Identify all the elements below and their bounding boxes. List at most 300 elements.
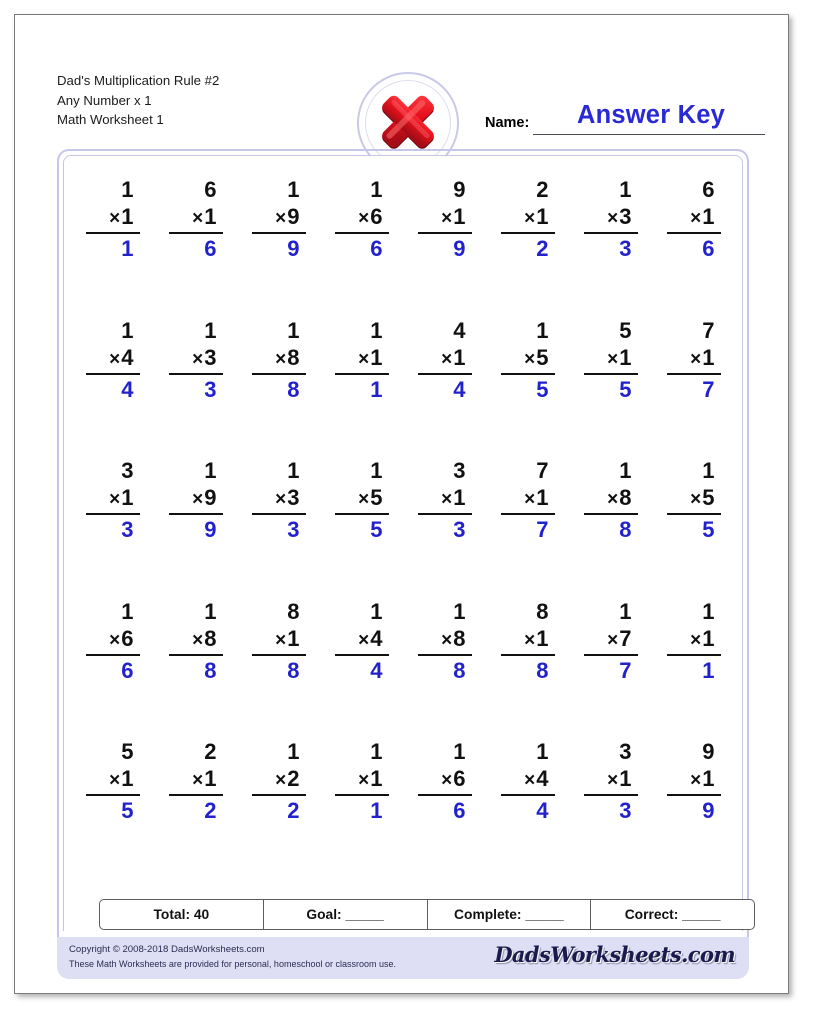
problem-stack — [86, 318, 140, 405]
multiply-operator-icon: × — [275, 348, 287, 370]
problem-stack — [252, 318, 306, 405]
problem — [320, 318, 403, 459]
multiply-operator-icon: × — [192, 348, 204, 370]
problem — [652, 739, 735, 880]
operand-bottom: 8 — [453, 625, 466, 651]
answer-value: 5 — [536, 376, 549, 402]
name-field-block — [485, 101, 765, 143]
multiply-operator-icon: × — [441, 629, 453, 651]
answer-value: 6 — [453, 798, 466, 823]
problem — [486, 739, 569, 880]
problem-stack — [86, 177, 140, 264]
score-box: Total: 40 — [99, 899, 263, 930]
multiply-operator-icon: × — [358, 348, 370, 370]
multiply-operator-icon: × — [524, 629, 536, 651]
multiply-operator-icon: × — [358, 208, 370, 229]
multiply-operator-icon: × — [441, 489, 453, 510]
operand-top: 7 — [702, 317, 715, 343]
multiply-operator-icon: × — [690, 629, 702, 651]
multiply-operator-icon: × — [192, 489, 204, 510]
operand-bottom: 9 — [204, 485, 217, 510]
operand-bottom-row — [418, 344, 472, 372]
operand-top: 8 — [536, 598, 549, 624]
problem-stack — [86, 739, 140, 826]
problem — [237, 177, 320, 318]
score-box: Correct: _____ — [590, 899, 755, 930]
answer-value: 3 — [204, 376, 217, 402]
operand-bottom: 8 — [287, 344, 300, 370]
operand-top: 1 — [536, 739, 549, 764]
operand-top: 9 — [702, 739, 715, 764]
problem — [320, 599, 403, 740]
operand-bottom: 1 — [204, 204, 217, 229]
operand-top: 2 — [536, 177, 549, 202]
problem — [154, 739, 237, 880]
operand-bottom: 1 — [121, 204, 134, 229]
operand-bottom-row — [667, 344, 721, 372]
answer-value: 9 — [287, 236, 300, 261]
answer-value: 8 — [287, 376, 300, 402]
answer-value: 7 — [536, 517, 549, 542]
problem — [652, 318, 735, 459]
name-underline — [533, 134, 765, 135]
multiply-operator-icon: × — [192, 770, 204, 791]
problem — [320, 458, 403, 599]
operand-bottom: 6 — [121, 625, 134, 651]
problem-stack — [252, 739, 306, 826]
score-box: Complete: _____ — [427, 899, 591, 930]
operand-top: 5 — [121, 739, 134, 764]
problem — [71, 458, 154, 599]
operand-top: 1 — [121, 317, 134, 343]
multiply-operator-icon: × — [358, 629, 370, 651]
operand-bottom-row — [501, 765, 555, 793]
worksheet-title: Dad's Multiplication Rule #2 — [57, 73, 220, 88]
problem — [237, 739, 320, 880]
problem — [486, 599, 569, 740]
multiply-operator-icon: × — [441, 770, 453, 791]
operand-bottom-row — [418, 484, 472, 512]
operand-top: 9 — [453, 177, 466, 202]
operand-top: 3 — [619, 739, 632, 764]
worksheet-page — [14, 14, 789, 994]
answer-value: 4 — [453, 376, 466, 402]
operand-bottom-row — [169, 765, 223, 793]
problem — [569, 739, 652, 880]
operand-bottom: 1 — [536, 485, 549, 510]
multiply-operator-icon: × — [275, 489, 287, 510]
multiply-operator-icon: × — [192, 208, 204, 229]
worksheet-subtitle: Any Number x 1 — [57, 92, 152, 108]
problem-stack — [252, 599, 306, 686]
usage-text: These Math Worksheets are provided for personal, homeschool or classroom use. — [69, 959, 396, 969]
operand-top: 1 — [370, 739, 383, 764]
problem-stack — [584, 599, 638, 686]
answer-value: 8 — [287, 657, 300, 683]
operand-bottom: 4 — [121, 344, 134, 370]
problem-stack — [501, 458, 555, 545]
operand-top: 3 — [453, 458, 466, 483]
problem-stack — [86, 458, 140, 545]
problem — [569, 458, 652, 599]
problem-stack — [501, 739, 555, 826]
operand-top: 8 — [287, 598, 300, 624]
multiply-operator-icon: × — [524, 208, 536, 229]
multiply-operator-icon: × — [690, 348, 702, 370]
multiply-operator-icon: × — [607, 489, 619, 510]
operand-bottom-row — [252, 484, 306, 512]
operand-bottom: 8 — [204, 625, 217, 651]
operand-top: 1 — [619, 458, 632, 483]
operand-bottom: 7 — [619, 625, 632, 651]
problem — [652, 458, 735, 599]
operand-top: 1 — [121, 177, 134, 202]
problem — [237, 599, 320, 740]
answer-value: 3 — [287, 517, 300, 542]
operand-bottom: 1 — [702, 344, 715, 370]
problem-stack — [335, 177, 389, 264]
operand-bottom-row — [252, 765, 306, 793]
operand-bottom: 3 — [287, 485, 300, 510]
problem — [154, 458, 237, 599]
operand-bottom-row — [501, 344, 555, 372]
problem-stack — [418, 739, 472, 826]
operand-top: 1 — [619, 177, 632, 202]
answer-value: 4 — [370, 657, 383, 683]
answer-value: 1 — [370, 798, 383, 823]
problem-stack — [667, 458, 721, 545]
answer-value: 8 — [453, 657, 466, 683]
operand-bottom-row — [335, 625, 389, 653]
multiply-operator-icon: × — [358, 489, 370, 510]
problem-stack — [169, 177, 223, 264]
problem-stack — [667, 318, 721, 405]
worksheet-header — [15, 15, 788, 147]
operand-bottom: 1 — [453, 344, 466, 370]
operand-bottom-row — [335, 344, 389, 372]
answer-value: 5 — [702, 517, 715, 542]
operand-bottom: 6 — [370, 204, 383, 229]
problem-stack — [169, 458, 223, 545]
problem-stack — [584, 739, 638, 826]
operand-bottom: 3 — [204, 344, 217, 370]
operand-top: 1 — [453, 598, 466, 624]
operand-bottom-row — [335, 765, 389, 793]
answer-value: 5 — [121, 798, 134, 823]
problem — [320, 177, 403, 318]
operand-top: 1 — [121, 598, 134, 624]
answer-value: 2 — [536, 236, 549, 261]
problem-stack — [335, 458, 389, 545]
operand-top: 1 — [702, 598, 715, 624]
answer-value: 3 — [453, 517, 466, 542]
operand-bottom: 1 — [287, 625, 300, 651]
problem — [71, 599, 154, 740]
operand-bottom: 4 — [370, 625, 383, 651]
answer-value: 6 — [370, 236, 383, 261]
answer-value: 2 — [287, 798, 300, 823]
name-label: Name: — [485, 115, 530, 131]
operand-bottom-row — [169, 625, 223, 653]
problem — [486, 458, 569, 599]
problem — [237, 458, 320, 599]
operand-bottom-row — [418, 765, 472, 793]
operand-bottom-row — [501, 203, 555, 231]
operand-bottom-row — [252, 344, 306, 372]
operand-bottom-row — [667, 765, 721, 793]
operand-bottom: 1 — [453, 485, 466, 510]
operand-top: 1 — [287, 739, 300, 764]
multiply-operator-icon: × — [607, 770, 619, 791]
operand-bottom: 1 — [204, 766, 217, 791]
answer-value: 8 — [619, 517, 632, 542]
operand-bottom-row — [335, 203, 389, 231]
operand-bottom-row — [584, 765, 638, 793]
problem-stack — [335, 318, 389, 405]
operand-bottom: 6 — [453, 766, 466, 791]
operand-bottom: 9 — [287, 204, 300, 229]
operand-bottom: 1 — [702, 204, 715, 229]
operand-bottom: 1 — [121, 485, 134, 510]
operand-top: 1 — [204, 458, 217, 483]
problem-stack — [667, 599, 721, 686]
problem-grid — [71, 177, 735, 880]
operand-bottom: 1 — [702, 625, 715, 651]
answer-value: 3 — [121, 517, 134, 542]
operand-bottom-row — [584, 203, 638, 231]
problem — [320, 739, 403, 880]
multiply-operator-icon: × — [109, 208, 121, 229]
problem — [71, 739, 154, 880]
operand-top: 1 — [453, 739, 466, 764]
problem-stack — [86, 599, 140, 686]
multiply-operator-icon: × — [524, 348, 536, 370]
operand-bottom-row — [418, 625, 472, 653]
answer-value: 6 — [204, 236, 217, 261]
problem-stack — [418, 177, 472, 264]
operand-bottom: 1 — [453, 204, 466, 229]
operand-bottom-row — [86, 203, 140, 231]
operand-bottom-row — [667, 203, 721, 231]
operand-top: 1 — [370, 458, 383, 483]
problem-stack — [335, 739, 389, 826]
operand-bottom-row — [252, 203, 306, 231]
problem-stack — [418, 318, 472, 405]
operand-bottom: 4 — [536, 766, 549, 791]
operand-top: 1 — [287, 458, 300, 483]
problem-stack — [418, 599, 472, 686]
operand-bottom: 1 — [702, 766, 715, 791]
worksheet-sheet-number: Math Worksheet 1 — [57, 112, 164, 127]
operand-bottom: 5 — [536, 344, 549, 370]
answer-value: 9 — [204, 517, 217, 542]
problem-stack — [501, 599, 555, 686]
operand-top: 7 — [536, 458, 549, 483]
answer-value: 8 — [536, 657, 549, 683]
problem-stack — [169, 599, 223, 686]
operand-top: 1 — [287, 177, 300, 202]
multiply-operator-icon: × — [109, 629, 121, 651]
problem — [403, 739, 486, 880]
operand-top: 6 — [204, 177, 217, 202]
problem — [403, 177, 486, 318]
operand-bottom: 1 — [370, 766, 383, 791]
operand-bottom: 1 — [619, 344, 632, 370]
problem-stack — [501, 177, 555, 264]
operand-top: 1 — [370, 598, 383, 624]
site-logo: DadsWorksheets.com — [494, 942, 735, 967]
operand-bottom: 5 — [702, 485, 715, 510]
operand-top: 1 — [370, 177, 383, 202]
multiply-operator-icon: × — [109, 348, 121, 370]
name-value: Answer Key — [577, 101, 725, 129]
operand-bottom-row — [584, 625, 638, 653]
operand-top: 1 — [204, 317, 217, 343]
multiply-operator-icon: × — [690, 489, 702, 510]
operand-bottom-row — [86, 765, 140, 793]
copyright-block — [69, 943, 396, 971]
multiply-operator-icon: × — [441, 208, 453, 229]
operand-bottom-row — [86, 344, 140, 372]
answer-value: 3 — [619, 798, 632, 823]
problem — [569, 599, 652, 740]
answer-value: 9 — [453, 236, 466, 261]
problem — [486, 177, 569, 318]
problem — [403, 599, 486, 740]
operand-top: 2 — [204, 739, 217, 764]
answer-value: 7 — [702, 376, 715, 402]
problem — [403, 318, 486, 459]
operand-top: 6 — [702, 177, 715, 202]
multiply-operator-icon: × — [690, 770, 702, 791]
problem-stack — [169, 739, 223, 826]
problem — [71, 318, 154, 459]
problem — [569, 318, 652, 459]
problem-stack — [584, 458, 638, 545]
operand-bottom: 8 — [619, 485, 632, 510]
operand-bottom-row — [418, 203, 472, 231]
multiply-operator-icon: × — [275, 629, 287, 651]
multiply-operator-icon: × — [275, 208, 287, 229]
copyright-text: Copyright © 2008-2018 DadsWorksheets.com — [69, 944, 265, 955]
answer-value: 4 — [536, 798, 549, 823]
operand-bottom-row — [501, 625, 555, 653]
operand-bottom-row — [501, 484, 555, 512]
operand-bottom-row — [86, 484, 140, 512]
score-row — [99, 899, 755, 930]
problem — [486, 318, 569, 459]
problem — [569, 177, 652, 318]
operand-bottom-row — [252, 625, 306, 653]
operand-bottom: 1 — [370, 344, 383, 370]
multiply-operator-icon: × — [358, 770, 370, 791]
operand-top: 4 — [453, 317, 466, 343]
operand-top: 3 — [121, 458, 134, 483]
problem-stack — [252, 458, 306, 545]
operand-bottom: 1 — [536, 204, 549, 229]
answer-value: 5 — [619, 376, 632, 402]
answer-value: 9 — [702, 798, 715, 823]
operand-top: 1 — [204, 598, 217, 624]
operand-top: 1 — [536, 317, 549, 343]
problem — [71, 177, 154, 318]
score-box: Goal: _____ — [263, 899, 427, 930]
multiply-operator-icon: × — [607, 629, 619, 651]
problem-stack — [335, 599, 389, 686]
multiply-operator-icon: × — [109, 489, 121, 510]
answer-value: 2 — [204, 798, 217, 823]
operand-bottom: 2 — [287, 766, 300, 791]
problem-stack — [418, 458, 472, 545]
multiply-operator-icon: × — [441, 348, 453, 370]
operand-top: 1 — [370, 317, 383, 343]
problem-stack — [169, 318, 223, 405]
operand-bottom-row — [86, 625, 140, 653]
answer-value: 4 — [121, 376, 134, 402]
problem — [403, 458, 486, 599]
operand-bottom-row — [584, 484, 638, 512]
operand-bottom: 1 — [121, 766, 134, 791]
problem-stack — [584, 318, 638, 405]
answer-value: 1 — [702, 657, 715, 683]
multiply-operator-icon: × — [192, 629, 204, 651]
multiply-operator-icon: × — [607, 208, 619, 229]
operand-top: 1 — [702, 458, 715, 483]
answer-value: 3 — [619, 236, 632, 261]
operand-bottom-row — [667, 484, 721, 512]
operand-bottom-row — [667, 625, 721, 653]
operand-bottom-row — [169, 203, 223, 231]
problem — [237, 318, 320, 459]
problem — [154, 599, 237, 740]
problem — [154, 177, 237, 318]
multiply-operator-icon: × — [275, 770, 287, 791]
problem-stack — [667, 177, 721, 264]
answer-value: 1 — [370, 376, 383, 402]
operand-bottom-row — [335, 484, 389, 512]
multiply-operator-icon: × — [524, 770, 536, 791]
multiply-operator-icon: × — [607, 348, 619, 370]
operand-bottom-row — [584, 344, 638, 372]
problem-stack — [252, 177, 306, 264]
answer-value: 8 — [204, 657, 217, 683]
operand-bottom: 1 — [536, 625, 549, 651]
operand-bottom: 1 — [619, 766, 632, 791]
problem-stack — [501, 318, 555, 405]
answer-value: 7 — [619, 657, 632, 683]
multiply-operator-icon: × — [524, 489, 536, 510]
worksheet-title-block — [57, 71, 219, 130]
operand-top: 1 — [619, 598, 632, 624]
operand-top: 5 — [619, 317, 632, 343]
problem — [652, 599, 735, 740]
answer-value: 5 — [370, 517, 383, 542]
operand-top: 1 — [287, 317, 300, 343]
problem — [154, 318, 237, 459]
answer-value: 6 — [702, 236, 715, 261]
problem-stack — [584, 177, 638, 264]
problem-stack — [667, 739, 721, 826]
answer-value: 6 — [121, 657, 134, 683]
multiply-operator-icon: × — [109, 770, 121, 791]
operand-bottom-row — [169, 344, 223, 372]
operand-bottom: 3 — [619, 204, 632, 229]
footer-band — [57, 937, 749, 979]
problem — [652, 177, 735, 318]
answer-value: 1 — [121, 236, 134, 261]
multiply-operator-icon: × — [690, 208, 702, 229]
operand-bottom: 5 — [370, 485, 383, 510]
